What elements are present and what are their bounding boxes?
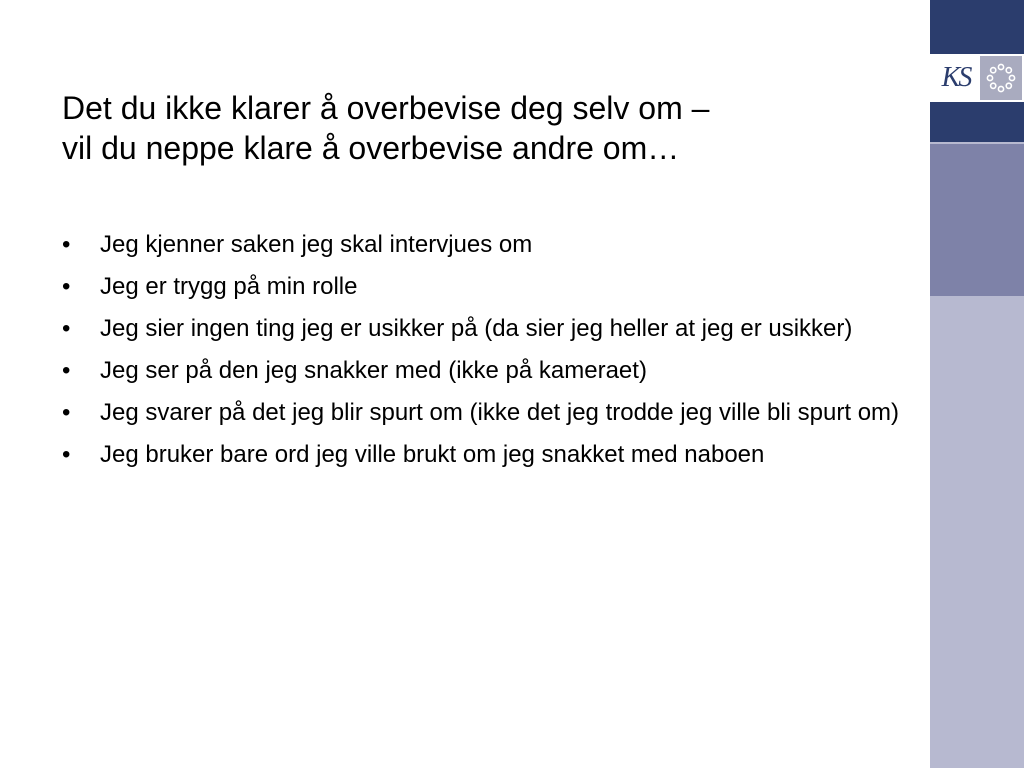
bullet-marker: • bbox=[62, 315, 71, 342]
bullet-text: Jeg er trygg på min rolle bbox=[100, 273, 358, 300]
bullet-marker: • bbox=[62, 231, 71, 258]
bullet-item bbox=[62, 228, 902, 262]
bullet-text: Jeg sier ingen ting jeg er usikker på (da sier jeg heller at jeg er usikker) bbox=[100, 315, 853, 342]
bullet-marker: • bbox=[62, 399, 71, 426]
bullet-item bbox=[62, 270, 902, 304]
bullet-marker: • bbox=[62, 441, 71, 468]
bullet-text: Jeg svarer på det jeg blir spurt om (ikke det jeg trodde jeg ville bli spurt om) bbox=[100, 399, 900, 426]
slide-title-line-2: vil du neppe klare å overbevise andre om… bbox=[62, 130, 680, 166]
sidebar-band-navy-lower bbox=[930, 102, 1024, 142]
bullet-text: Jeg kjenner saken jeg skal intervjues om bbox=[100, 231, 533, 258]
bullet-item bbox=[62, 396, 902, 430]
decorative-sidebar bbox=[930, 0, 1024, 768]
bullet-list bbox=[62, 228, 902, 480]
bullet-item bbox=[62, 312, 902, 346]
bullet-text: Jeg bruker bare ord jeg ville brukt om jeg snakket med naboen bbox=[100, 441, 765, 468]
slide-title bbox=[62, 88, 902, 168]
sidebar-band-navy-top bbox=[930, 0, 1024, 54]
ring-of-dots-svg bbox=[986, 63, 1016, 93]
bullet-text: Jeg ser på den jeg snakker med (ikke på kameraet) bbox=[100, 357, 647, 384]
bullet-marker: • bbox=[62, 273, 71, 300]
ks-logo-text: KS bbox=[941, 62, 971, 93]
bullet-marker: • bbox=[62, 357, 71, 384]
sidebar-band-mid bbox=[930, 144, 1024, 296]
ring-of-dots-icon bbox=[980, 56, 1022, 100]
bullet-item bbox=[62, 438, 902, 472]
slide-title-line-1: Det du ikke klarer å overbevise deg selv om – bbox=[62, 90, 710, 126]
bullet-item bbox=[62, 354, 902, 388]
